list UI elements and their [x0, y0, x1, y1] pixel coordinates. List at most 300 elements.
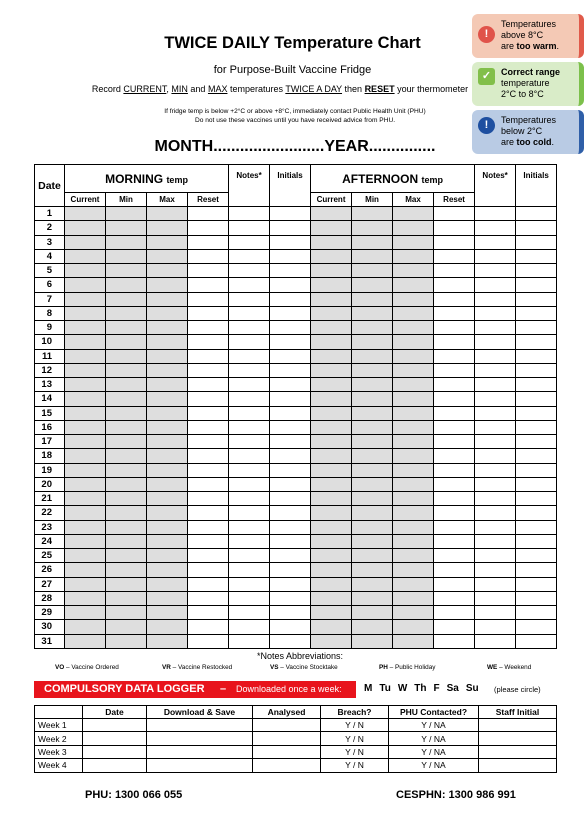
pm-reset-cell[interactable]	[434, 534, 475, 548]
pm-initials-cell[interactable]	[516, 392, 557, 406]
am-current-cell[interactable]	[65, 477, 106, 491]
pm-reset-cell[interactable]	[434, 606, 475, 620]
am-min-cell[interactable]	[106, 606, 147, 620]
am-current-cell[interactable]	[65, 506, 106, 520]
pm-min-cell[interactable]	[352, 235, 393, 249]
am-max-cell[interactable]	[147, 563, 188, 577]
pm-reset-cell[interactable]	[434, 306, 475, 320]
pm-initials-cell[interactable]	[516, 420, 557, 434]
am-min-cell[interactable]	[106, 378, 147, 392]
pm-initials-cell[interactable]	[516, 335, 557, 349]
am-current-cell[interactable]	[65, 249, 106, 263]
am-initials-cell[interactable]	[270, 563, 311, 577]
am-notes-cell[interactable]	[229, 335, 270, 349]
phu-contacted-cell[interactable]: Y / NA	[389, 745, 479, 758]
day-option[interactable]: Sa	[446, 683, 459, 694]
day-option[interactable]: F	[433, 683, 440, 694]
pm-reset-cell[interactable]	[434, 406, 475, 420]
pm-min-cell[interactable]	[352, 534, 393, 548]
pm-reset-cell[interactable]	[434, 249, 475, 263]
pm-reset-cell[interactable]	[434, 449, 475, 463]
am-current-cell[interactable]	[65, 235, 106, 249]
pm-max-cell[interactable]	[393, 249, 434, 263]
am-initials-cell[interactable]	[270, 492, 311, 506]
pm-current-cell[interactable]	[311, 449, 352, 463]
pm-notes-cell[interactable]	[475, 392, 516, 406]
pm-current-cell[interactable]	[311, 335, 352, 349]
weekday-options[interactable]	[364, 683, 486, 694]
am-reset-cell[interactable]	[188, 249, 229, 263]
am-min-cell[interactable]	[106, 435, 147, 449]
breach-cell[interactable]: Y / N	[321, 759, 389, 772]
pm-current-cell[interactable]	[311, 306, 352, 320]
am-min-cell[interactable]	[106, 549, 147, 563]
pm-initials-cell[interactable]	[516, 477, 557, 491]
am-notes-cell[interactable]	[229, 634, 270, 648]
pm-min-cell[interactable]	[352, 563, 393, 577]
am-initials-cell[interactable]	[270, 278, 311, 292]
am-current-cell[interactable]	[65, 549, 106, 563]
am-notes-cell[interactable]	[229, 406, 270, 420]
am-current-cell[interactable]	[65, 349, 106, 363]
pm-reset-cell[interactable]	[434, 264, 475, 278]
pm-initials-cell[interactable]	[516, 549, 557, 563]
am-max-cell[interactable]	[147, 577, 188, 591]
am-notes-cell[interactable]	[229, 378, 270, 392]
am-max-cell[interactable]	[147, 249, 188, 263]
pm-max-cell[interactable]	[393, 563, 434, 577]
am-notes-cell[interactable]	[229, 520, 270, 534]
am-initials-cell[interactable]	[270, 606, 311, 620]
pm-notes-cell[interactable]	[475, 435, 516, 449]
am-current-cell[interactable]	[65, 492, 106, 506]
am-reset-cell[interactable]	[188, 306, 229, 320]
download-cell[interactable]	[147, 719, 253, 732]
pm-initials-cell[interactable]	[516, 378, 557, 392]
pm-notes-cell[interactable]	[475, 278, 516, 292]
pm-current-cell[interactable]	[311, 292, 352, 306]
pm-initials-cell[interactable]	[516, 520, 557, 534]
day-option[interactable]: M	[364, 683, 373, 694]
am-notes-cell[interactable]	[229, 591, 270, 605]
pm-current-cell[interactable]	[311, 520, 352, 534]
pm-initials-cell[interactable]	[516, 249, 557, 263]
am-initials-cell[interactable]	[270, 620, 311, 634]
pm-notes-cell[interactable]	[475, 534, 516, 548]
am-min-cell[interactable]	[106, 420, 147, 434]
pm-notes-cell[interactable]	[475, 492, 516, 506]
pm-notes-cell[interactable]	[475, 235, 516, 249]
pm-min-cell[interactable]	[352, 321, 393, 335]
am-min-cell[interactable]	[106, 463, 147, 477]
month-year-field[interactable]: MONTH.........................YEAR...............	[154, 138, 436, 155]
pm-current-cell[interactable]	[311, 506, 352, 520]
am-max-cell[interactable]	[147, 235, 188, 249]
am-max-cell[interactable]	[147, 278, 188, 292]
am-initials-cell[interactable]	[270, 477, 311, 491]
pm-reset-cell[interactable]	[434, 335, 475, 349]
pm-notes-cell[interactable]	[475, 420, 516, 434]
am-notes-cell[interactable]	[229, 506, 270, 520]
am-initials-cell[interactable]	[270, 449, 311, 463]
pm-current-cell[interactable]	[311, 420, 352, 434]
download-cell[interactable]	[147, 745, 253, 758]
am-notes-cell[interactable]	[229, 549, 270, 563]
am-notes-cell[interactable]	[229, 620, 270, 634]
am-reset-cell[interactable]	[188, 264, 229, 278]
pm-reset-cell[interactable]	[434, 492, 475, 506]
pm-initials-cell[interactable]	[516, 363, 557, 377]
am-max-cell[interactable]	[147, 335, 188, 349]
am-min-cell[interactable]	[106, 620, 147, 634]
pm-max-cell[interactable]	[393, 506, 434, 520]
pm-initials-cell[interactable]	[516, 292, 557, 306]
am-notes-cell[interactable]	[229, 392, 270, 406]
pm-notes-cell[interactable]	[475, 549, 516, 563]
date-cell[interactable]	[83, 732, 147, 745]
am-reset-cell[interactable]	[188, 278, 229, 292]
pm-min-cell[interactable]	[352, 435, 393, 449]
am-current-cell[interactable]	[65, 392, 106, 406]
pm-reset-cell[interactable]	[434, 278, 475, 292]
am-current-cell[interactable]	[65, 306, 106, 320]
am-notes-cell[interactable]	[229, 306, 270, 320]
am-max-cell[interactable]	[147, 492, 188, 506]
am-min-cell[interactable]	[106, 363, 147, 377]
am-current-cell[interactable]	[65, 591, 106, 605]
am-max-cell[interactable]	[147, 506, 188, 520]
am-notes-cell[interactable]	[229, 477, 270, 491]
am-reset-cell[interactable]	[188, 221, 229, 235]
am-initials-cell[interactable]	[270, 591, 311, 605]
pm-current-cell[interactable]	[311, 321, 352, 335]
pm-max-cell[interactable]	[393, 349, 434, 363]
pm-current-cell[interactable]	[311, 249, 352, 263]
am-max-cell[interactable]	[147, 363, 188, 377]
am-current-cell[interactable]	[65, 620, 106, 634]
pm-current-cell[interactable]	[311, 392, 352, 406]
pm-current-cell[interactable]	[311, 549, 352, 563]
pm-min-cell[interactable]	[352, 392, 393, 406]
pm-notes-cell[interactable]	[475, 606, 516, 620]
pm-current-cell[interactable]	[311, 221, 352, 235]
am-max-cell[interactable]	[147, 534, 188, 548]
pm-notes-cell[interactable]	[475, 477, 516, 491]
am-min-cell[interactable]	[106, 335, 147, 349]
am-current-cell[interactable]	[65, 221, 106, 235]
pm-current-cell[interactable]	[311, 563, 352, 577]
am-min-cell[interactable]	[106, 563, 147, 577]
am-min-cell[interactable]	[106, 235, 147, 249]
am-max-cell[interactable]	[147, 292, 188, 306]
pm-notes-cell[interactable]	[475, 363, 516, 377]
pm-min-cell[interactable]	[352, 378, 393, 392]
am-initials-cell[interactable]	[270, 406, 311, 420]
pm-max-cell[interactable]	[393, 606, 434, 620]
am-reset-cell[interactable]	[188, 606, 229, 620]
pm-current-cell[interactable]	[311, 477, 352, 491]
am-max-cell[interactable]	[147, 406, 188, 420]
analysed-cell[interactable]	[253, 745, 321, 758]
pm-notes-cell[interactable]	[475, 306, 516, 320]
am-reset-cell[interactable]	[188, 335, 229, 349]
am-notes-cell[interactable]	[229, 235, 270, 249]
download-cell[interactable]	[147, 759, 253, 772]
pm-current-cell[interactable]	[311, 606, 352, 620]
am-initials-cell[interactable]	[270, 264, 311, 278]
breach-cell[interactable]: Y / N	[321, 719, 389, 732]
pm-current-cell[interactable]	[311, 534, 352, 548]
pm-notes-cell[interactable]	[475, 449, 516, 463]
download-cell[interactable]	[147, 732, 253, 745]
pm-notes-cell[interactable]	[475, 577, 516, 591]
am-notes-cell[interactable]	[229, 563, 270, 577]
am-initials-cell[interactable]	[270, 363, 311, 377]
pm-initials-cell[interactable]	[516, 591, 557, 605]
am-reset-cell[interactable]	[188, 492, 229, 506]
am-current-cell[interactable]	[65, 435, 106, 449]
pm-min-cell[interactable]	[352, 349, 393, 363]
pm-max-cell[interactable]	[393, 392, 434, 406]
am-min-cell[interactable]	[106, 520, 147, 534]
am-min-cell[interactable]	[106, 534, 147, 548]
pm-min-cell[interactable]	[352, 292, 393, 306]
am-current-cell[interactable]	[65, 406, 106, 420]
pm-notes-cell[interactable]	[475, 591, 516, 605]
am-min-cell[interactable]	[106, 221, 147, 235]
am-reset-cell[interactable]	[188, 463, 229, 477]
pm-max-cell[interactable]	[393, 449, 434, 463]
staff-initial-cell[interactable]	[479, 759, 557, 772]
pm-initials-cell[interactable]	[516, 207, 557, 221]
pm-min-cell[interactable]	[352, 591, 393, 605]
am-initials-cell[interactable]	[270, 349, 311, 363]
pm-reset-cell[interactable]	[434, 378, 475, 392]
pm-initials-cell[interactable]	[516, 506, 557, 520]
am-current-cell[interactable]	[65, 363, 106, 377]
am-initials-cell[interactable]	[270, 235, 311, 249]
am-notes-cell[interactable]	[229, 435, 270, 449]
pm-notes-cell[interactable]	[475, 378, 516, 392]
pm-min-cell[interactable]	[352, 492, 393, 506]
pm-max-cell[interactable]	[393, 292, 434, 306]
am-initials-cell[interactable]	[270, 463, 311, 477]
am-reset-cell[interactable]	[188, 577, 229, 591]
pm-min-cell[interactable]	[352, 463, 393, 477]
pm-reset-cell[interactable]	[434, 392, 475, 406]
am-min-cell[interactable]	[106, 321, 147, 335]
am-reset-cell[interactable]	[188, 406, 229, 420]
am-notes-cell[interactable]	[229, 363, 270, 377]
pm-min-cell[interactable]	[352, 249, 393, 263]
pm-max-cell[interactable]	[393, 335, 434, 349]
pm-notes-cell[interactable]	[475, 292, 516, 306]
phu-contacted-cell[interactable]: Y / NA	[389, 719, 479, 732]
am-max-cell[interactable]	[147, 392, 188, 406]
pm-max-cell[interactable]	[393, 463, 434, 477]
am-notes-cell[interactable]	[229, 249, 270, 263]
am-initials-cell[interactable]	[270, 335, 311, 349]
am-max-cell[interactable]	[147, 321, 188, 335]
pm-notes-cell[interactable]	[475, 349, 516, 363]
am-reset-cell[interactable]	[188, 477, 229, 491]
pm-reset-cell[interactable]	[434, 634, 475, 648]
pm-notes-cell[interactable]	[475, 249, 516, 263]
pm-reset-cell[interactable]	[434, 549, 475, 563]
pm-current-cell[interactable]	[311, 591, 352, 605]
day-option[interactable]: W	[397, 683, 408, 694]
pm-current-cell[interactable]	[311, 492, 352, 506]
am-initials-cell[interactable]	[270, 221, 311, 235]
pm-max-cell[interactable]	[393, 306, 434, 320]
am-min-cell[interactable]	[106, 634, 147, 648]
am-current-cell[interactable]	[65, 634, 106, 648]
pm-initials-cell[interactable]	[516, 349, 557, 363]
pm-min-cell[interactable]	[352, 520, 393, 534]
am-current-cell[interactable]	[65, 278, 106, 292]
pm-reset-cell[interactable]	[434, 221, 475, 235]
pm-max-cell[interactable]	[393, 620, 434, 634]
pm-initials-cell[interactable]	[516, 435, 557, 449]
pm-max-cell[interactable]	[393, 549, 434, 563]
am-max-cell[interactable]	[147, 435, 188, 449]
pm-min-cell[interactable]	[352, 406, 393, 420]
am-current-cell[interactable]	[65, 606, 106, 620]
analysed-cell[interactable]	[253, 759, 321, 772]
pm-notes-cell[interactable]	[475, 321, 516, 335]
am-max-cell[interactable]	[147, 207, 188, 221]
pm-current-cell[interactable]	[311, 235, 352, 249]
am-notes-cell[interactable]	[229, 420, 270, 434]
am-min-cell[interactable]	[106, 449, 147, 463]
am-max-cell[interactable]	[147, 591, 188, 605]
pm-max-cell[interactable]	[393, 534, 434, 548]
pm-reset-cell[interactable]	[434, 420, 475, 434]
am-initials-cell[interactable]	[270, 378, 311, 392]
pm-max-cell[interactable]	[393, 435, 434, 449]
am-notes-cell[interactable]	[229, 321, 270, 335]
pm-initials-cell[interactable]	[516, 406, 557, 420]
am-reset-cell[interactable]	[188, 534, 229, 548]
am-current-cell[interactable]	[65, 321, 106, 335]
pm-notes-cell[interactable]	[475, 634, 516, 648]
am-current-cell[interactable]	[65, 449, 106, 463]
pm-min-cell[interactable]	[352, 278, 393, 292]
am-current-cell[interactable]	[65, 264, 106, 278]
pm-current-cell[interactable]	[311, 363, 352, 377]
am-min-cell[interactable]	[106, 406, 147, 420]
am-min-cell[interactable]	[106, 506, 147, 520]
am-current-cell[interactable]	[65, 207, 106, 221]
pm-reset-cell[interactable]	[434, 235, 475, 249]
pm-min-cell[interactable]	[352, 577, 393, 591]
pm-initials-cell[interactable]	[516, 534, 557, 548]
am-min-cell[interactable]	[106, 477, 147, 491]
pm-min-cell[interactable]	[352, 606, 393, 620]
am-max-cell[interactable]	[147, 378, 188, 392]
pm-current-cell[interactable]	[311, 278, 352, 292]
pm-max-cell[interactable]	[393, 492, 434, 506]
am-reset-cell[interactable]	[188, 321, 229, 335]
pm-min-cell[interactable]	[352, 634, 393, 648]
pm-max-cell[interactable]	[393, 477, 434, 491]
am-reset-cell[interactable]	[188, 549, 229, 563]
am-current-cell[interactable]	[65, 378, 106, 392]
pm-notes-cell[interactable]	[475, 620, 516, 634]
pm-max-cell[interactable]	[393, 321, 434, 335]
am-max-cell[interactable]	[147, 463, 188, 477]
pm-reset-cell[interactable]	[434, 506, 475, 520]
pm-current-cell[interactable]	[311, 378, 352, 392]
pm-initials-cell[interactable]	[516, 563, 557, 577]
pm-min-cell[interactable]	[352, 449, 393, 463]
pm-current-cell[interactable]	[311, 406, 352, 420]
am-min-cell[interactable]	[106, 207, 147, 221]
am-current-cell[interactable]	[65, 292, 106, 306]
am-notes-cell[interactable]	[229, 207, 270, 221]
pm-min-cell[interactable]	[352, 306, 393, 320]
am-initials-cell[interactable]	[270, 392, 311, 406]
am-current-cell[interactable]	[65, 577, 106, 591]
am-notes-cell[interactable]	[229, 492, 270, 506]
pm-initials-cell[interactable]	[516, 449, 557, 463]
pm-notes-cell[interactable]	[475, 264, 516, 278]
am-current-cell[interactable]	[65, 335, 106, 349]
pm-max-cell[interactable]	[393, 264, 434, 278]
am-max-cell[interactable]	[147, 477, 188, 491]
breach-cell[interactable]: Y / N	[321, 745, 389, 758]
pm-notes-cell[interactable]	[475, 207, 516, 221]
am-current-cell[interactable]	[65, 420, 106, 434]
am-reset-cell[interactable]	[188, 363, 229, 377]
pm-max-cell[interactable]	[393, 207, 434, 221]
am-max-cell[interactable]	[147, 420, 188, 434]
am-min-cell[interactable]	[106, 591, 147, 605]
pm-initials-cell[interactable]	[516, 463, 557, 477]
pm-reset-cell[interactable]	[434, 563, 475, 577]
am-reset-cell[interactable]	[188, 207, 229, 221]
am-initials-cell[interactable]	[270, 549, 311, 563]
phu-contacted-cell[interactable]: Y / NA	[389, 732, 479, 745]
am-current-cell[interactable]	[65, 563, 106, 577]
pm-max-cell[interactable]	[393, 520, 434, 534]
pm-notes-cell[interactable]	[475, 563, 516, 577]
pm-current-cell[interactable]	[311, 634, 352, 648]
am-reset-cell[interactable]	[188, 563, 229, 577]
pm-max-cell[interactable]	[393, 235, 434, 249]
pm-notes-cell[interactable]	[475, 335, 516, 349]
am-max-cell[interactable]	[147, 264, 188, 278]
am-reset-cell[interactable]	[188, 591, 229, 605]
am-max-cell[interactable]	[147, 549, 188, 563]
am-min-cell[interactable]	[106, 492, 147, 506]
am-min-cell[interactable]	[106, 249, 147, 263]
pm-initials-cell[interactable]	[516, 306, 557, 320]
am-min-cell[interactable]	[106, 306, 147, 320]
analysed-cell[interactable]	[253, 732, 321, 745]
pm-min-cell[interactable]	[352, 506, 393, 520]
pm-notes-cell[interactable]	[475, 520, 516, 534]
pm-max-cell[interactable]	[393, 278, 434, 292]
am-initials-cell[interactable]	[270, 534, 311, 548]
pm-max-cell[interactable]	[393, 221, 434, 235]
am-min-cell[interactable]	[106, 278, 147, 292]
am-notes-cell[interactable]	[229, 577, 270, 591]
am-max-cell[interactable]	[147, 634, 188, 648]
am-min-cell[interactable]	[106, 392, 147, 406]
am-reset-cell[interactable]	[188, 292, 229, 306]
day-option[interactable]: Th	[414, 683, 427, 694]
